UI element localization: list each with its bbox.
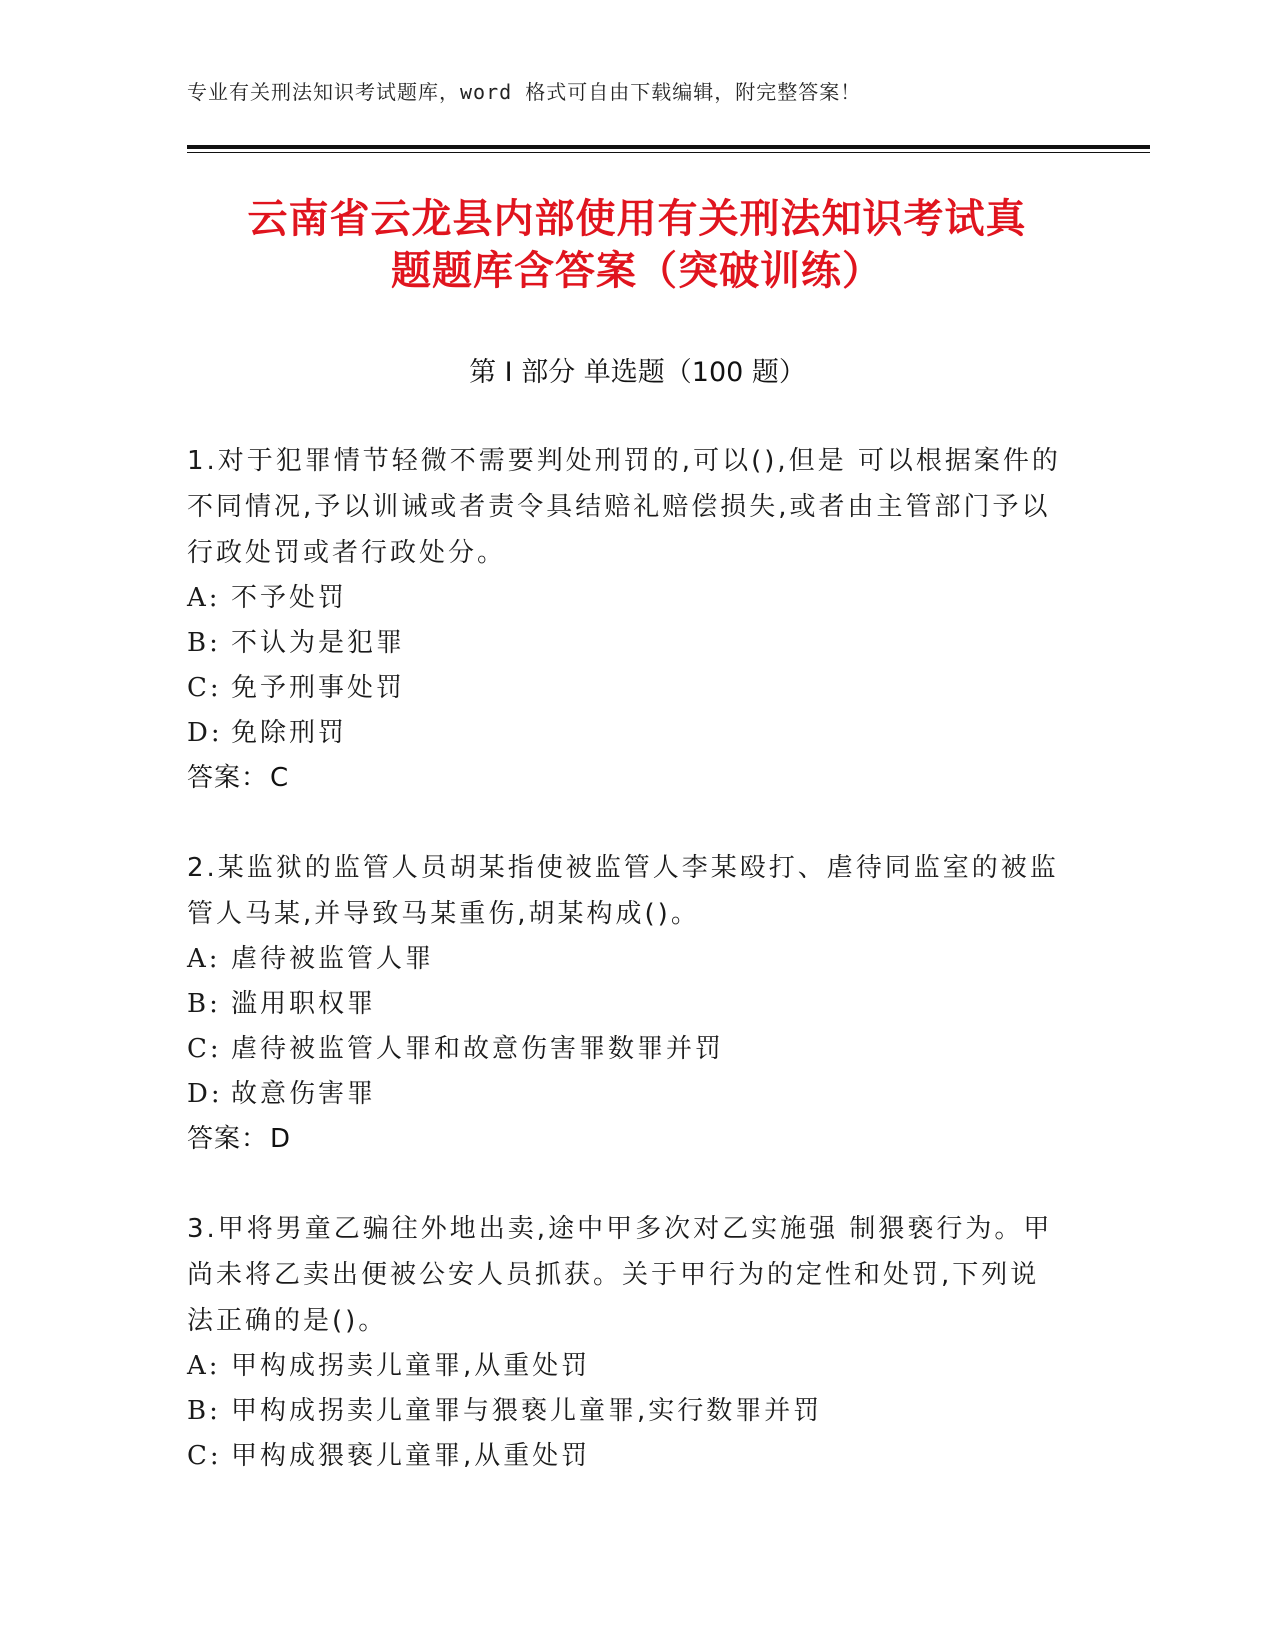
option-text: 滥用职权罪	[231, 989, 377, 1019]
question-2	[187, 845, 1067, 1162]
question-stem: 3.甲将男童乙骗往外地出卖,途中甲多次对乙实施强 制猥亵行为。甲尚未将乙卖出便被公安人员抓获。关于甲行为的定性和处罚,下列说法正确的是()。	[187, 1214, 1053, 1336]
question-stem: 2.某监狱的监管人员胡某指使被监管人李某殴打、虐待同监室的被监管人马某,并导致马某重伤,胡某构成()。	[187, 853, 1059, 929]
option-key: C:	[187, 673, 222, 703]
answer-label: 答案：	[187, 1124, 269, 1154]
document-title-line-2: 题题库含答案（突破训练）	[391, 248, 883, 294]
option-text: 虐待被监管人罪和故意伤害罪数罪并罚	[231, 1034, 725, 1064]
option-key: D:	[187, 718, 223, 748]
option-c	[187, 666, 1067, 711]
page-header: 专业有关刑法知识考试题库，word 格式可自由下载编辑，附完整答案！	[187, 80, 862, 104]
option-key: C:	[187, 1034, 222, 1064]
option-b	[187, 1389, 1067, 1434]
option-text: 不认为是犯罪	[231, 628, 406, 658]
option-text: 故意伤害罪	[231, 1079, 377, 1109]
option-d	[187, 711, 1067, 756]
option-c	[187, 1027, 1067, 1072]
option-text: 免予刑事处罚	[231, 673, 406, 703]
section-title: 第 I 部分 单选题（100 题）	[469, 357, 806, 388]
answer-line	[187, 1117, 1067, 1162]
question-3	[187, 1206, 1067, 1479]
option-key: C:	[187, 1441, 222, 1471]
document-title	[187, 193, 1087, 297]
option-a	[187, 576, 1067, 621]
option-key: A:	[187, 1351, 221, 1381]
option-b	[187, 621, 1067, 666]
option-key: B:	[187, 989, 221, 1019]
answer-value: D	[270, 1124, 292, 1154]
option-text: 甲构成猥亵儿童罪,从重处罚	[231, 1441, 591, 1471]
document-title-line-1: 云南省云龙县内部使用有关刑法知识考试真	[247, 196, 1027, 242]
option-key: A:	[187, 944, 221, 974]
question-1	[187, 438, 1067, 801]
header-divider-thin	[187, 152, 1150, 153]
option-c	[187, 1434, 1067, 1479]
option-d	[187, 1072, 1067, 1117]
option-text: 虐待被监管人罪	[231, 944, 435, 974]
answer-value: C	[270, 763, 290, 793]
option-key: D:	[187, 1079, 223, 1109]
answer-line	[187, 756, 1067, 801]
answer-label: 答案：	[187, 763, 269, 793]
option-text: 不予处罚	[231, 583, 348, 613]
option-key: B:	[187, 628, 221, 658]
option-a	[187, 1344, 1067, 1389]
option-key: A:	[187, 583, 221, 613]
option-text: 甲构成拐卖儿童罪与猥亵儿童罪,实行数罪并罚	[231, 1396, 823, 1426]
header-divider-thick	[187, 145, 1150, 149]
option-text: 免除刑罚	[231, 718, 348, 748]
option-b	[187, 982, 1067, 1027]
option-text: 甲构成拐卖儿童罪,从重处罚	[231, 1351, 591, 1381]
question-list	[187, 438, 1067, 1523]
question-stem: 1.对于犯罪情节轻微不需要判处刑罚的,可以(),但是 可以根据案件的不同情况,予以训诫或者责令具结赔礼赔偿损失,或者由主管部门予以行政处罚或者行政处分。	[187, 446, 1061, 568]
option-a	[187, 937, 1067, 982]
option-key: B:	[187, 1396, 221, 1426]
